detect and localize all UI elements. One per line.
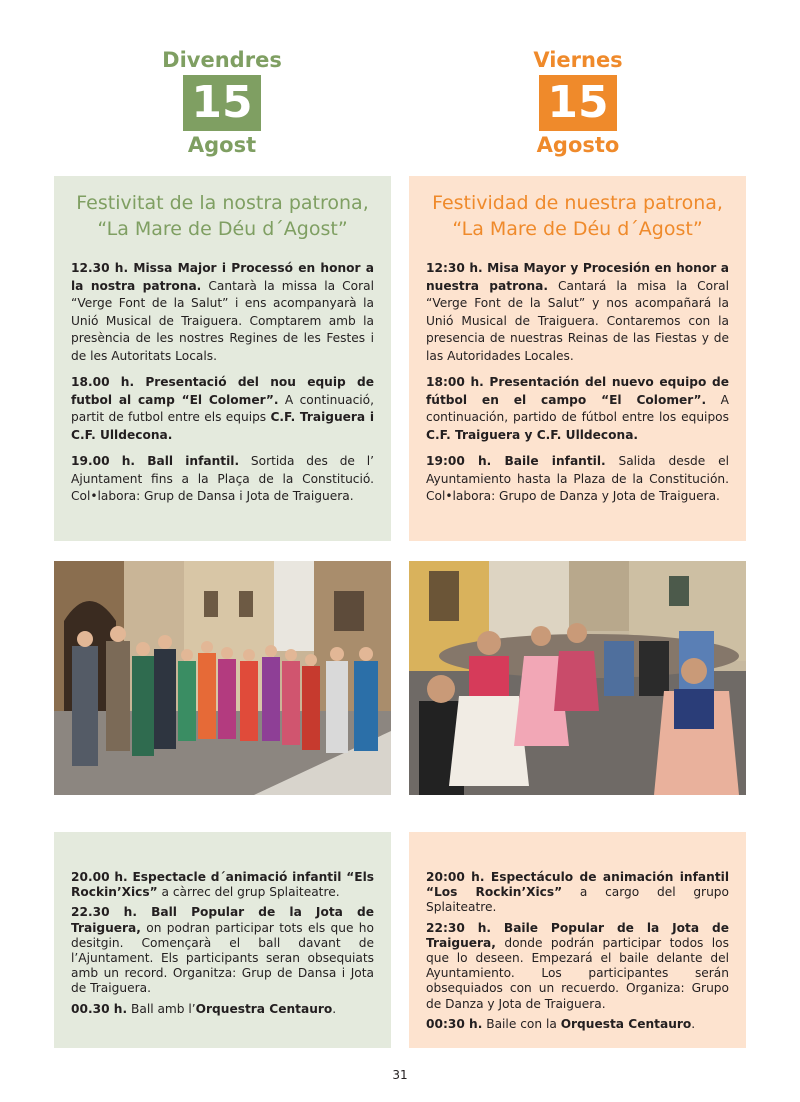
- event-item: [71, 870, 374, 900]
- event-item: [71, 260, 374, 365]
- title-line-2: “La Mare de Déu d´Agost”: [452, 218, 703, 240]
- band-name: Orquestra Centauro: [195, 1001, 333, 1016]
- event-heading: 22.30 h. Ball Popular de la Jota de Traiguera,: [71, 905, 374, 935]
- event-heading: 22:30 h. Baile Popular de la Jota de Traiguera,: [426, 920, 729, 950]
- event-text: A continuació, partit de futbol entre els equips: [71, 392, 374, 424]
- event-heading: 00:30 h.: [426, 1016, 483, 1031]
- event-item: [71, 453, 374, 506]
- title-line-1: Festivitat de la nostra patrona,: [76, 192, 369, 214]
- event-heading: 00.30 h.: [71, 1001, 128, 1016]
- title-line-2: “La Mare de Déu d´Agost”: [97, 218, 348, 240]
- event-heading: 18:00 h. Presentación del nuevo equipo de fútbol en el campo “El Colomer”.: [426, 375, 729, 407]
- event-item: [426, 260, 729, 365]
- event-item: [71, 374, 374, 444]
- event-item: [71, 905, 374, 996]
- event-heading: 20:00 h. Espectáculo de animación infantil “Los Rockin’Xics”: [426, 870, 729, 900]
- event-teams: C.F. Traiguera i C.F. Ulldecona.: [71, 410, 375, 442]
- event-text: Baile con la: [482, 1016, 561, 1031]
- date-header-catalan: [160, 48, 284, 157]
- event-text: a càrrec del grup Splaiteatre.: [157, 885, 340, 900]
- event-item: [71, 1002, 374, 1017]
- event-text: Ball amb l’: [127, 1001, 196, 1016]
- date-header-spanish: [516, 48, 640, 157]
- event-heading: 12.30 h. Missa Major i Processó en honor a la nostra patrona.: [71, 261, 374, 293]
- photo-group-authorities-queens: [54, 561, 391, 795]
- month-name: Agost: [187, 133, 257, 157]
- program-box-catalan-bottom: [54, 832, 391, 1048]
- band-name: Orquesta Centauro: [560, 1016, 692, 1031]
- event-text: Sortida des de l’ Ajuntament fins a la Plaça de la Constitució. Col•labora: Grup de Dansa i Jota de Traiguera.: [71, 454, 374, 503]
- event-item: [426, 1017, 729, 1032]
- event-heading: 19:00 h. Baile infantil.: [426, 454, 606, 468]
- title-line-1: Festividad de nuestra patrona,: [432, 192, 723, 214]
- event-text: donde podrán participar todos los que lo deseen. Empezará el baile delante del Ayuntamiento. Los participantes serán obsequiados con un recuerdo. Organiza: Grupo de Danza y Jota de Traiguera.: [426, 935, 729, 1011]
- box-title: [426, 176, 729, 242]
- event-text: on podran participar tots els que ho desitgin. Començarà el ball davant de l’Ajuntament. Els participants seran obsequiats amb un record. Organitza: Grup de Dansa i Jota de Traiguera.: [71, 920, 374, 996]
- event-item: [426, 921, 729, 1012]
- day-name: Viernes: [533, 48, 623, 72]
- event-text: Cantarà la missa la Coral “Verge Font de la Salut” i ens acompanyarà la Unió Musical de Traiguera. Comptarem amb la presència de les nostres Regines de les Festes i de les Autoritats Locals.: [71, 278, 374, 363]
- event-text: A continuación, partido de fútbol entre los equipos: [426, 392, 729, 424]
- page-number: 31: [392, 1068, 408, 1082]
- event-heading: 20.00 h. Espectacle d´animació infantil “Els Rockin’Xics”: [71, 870, 374, 900]
- day-name: Divendres: [162, 48, 282, 72]
- event-heading: 12:30 h. Misa Mayor y Procesión en honor a nuestra patrona.: [426, 261, 729, 293]
- event-item: [426, 453, 729, 506]
- program-box-catalan-top: [54, 176, 391, 541]
- day-number: 15: [539, 75, 617, 131]
- event-heading: 18.00 h. Presentació del nou equip de futbol al camp “El Colomer”.: [71, 375, 374, 407]
- month-name: Agosto: [536, 133, 620, 157]
- program-box-spanish-top: [409, 176, 746, 541]
- dance-photo-illustration: [409, 561, 746, 795]
- group-photo-illustration: [54, 561, 391, 795]
- event-text: Salida desde el Ayuntamiento hasta la Plaza de la Constitución. Col•labora: Grupo de Danza y Jota de Traiguera.: [426, 454, 729, 503]
- day-number: 15: [183, 75, 261, 131]
- box-title: [71, 176, 374, 242]
- event-text: Cantará la misa la Coral “Verge Font de la Salut” y nos acompañará la Unió Musical de Traiguera. Contaremos con la presencia de nuestras Reinas de las Fiestas y de las Autoridades Locales.: [426, 278, 729, 363]
- event-text-end: .: [691, 1016, 696, 1031]
- event-text: a cargo del grupo Splaiteatre.: [426, 885, 729, 915]
- event-heading: 19.00 h. Ball infantil.: [71, 454, 240, 468]
- photo-children-dance: [409, 561, 746, 795]
- event-item: [426, 374, 729, 444]
- event-text-end: .: [332, 1001, 337, 1016]
- event-item: [426, 870, 729, 916]
- event-teams: C.F. Traiguera y C.F. Ulldecona.: [426, 427, 639, 442]
- program-box-spanish-bottom: [409, 832, 746, 1048]
